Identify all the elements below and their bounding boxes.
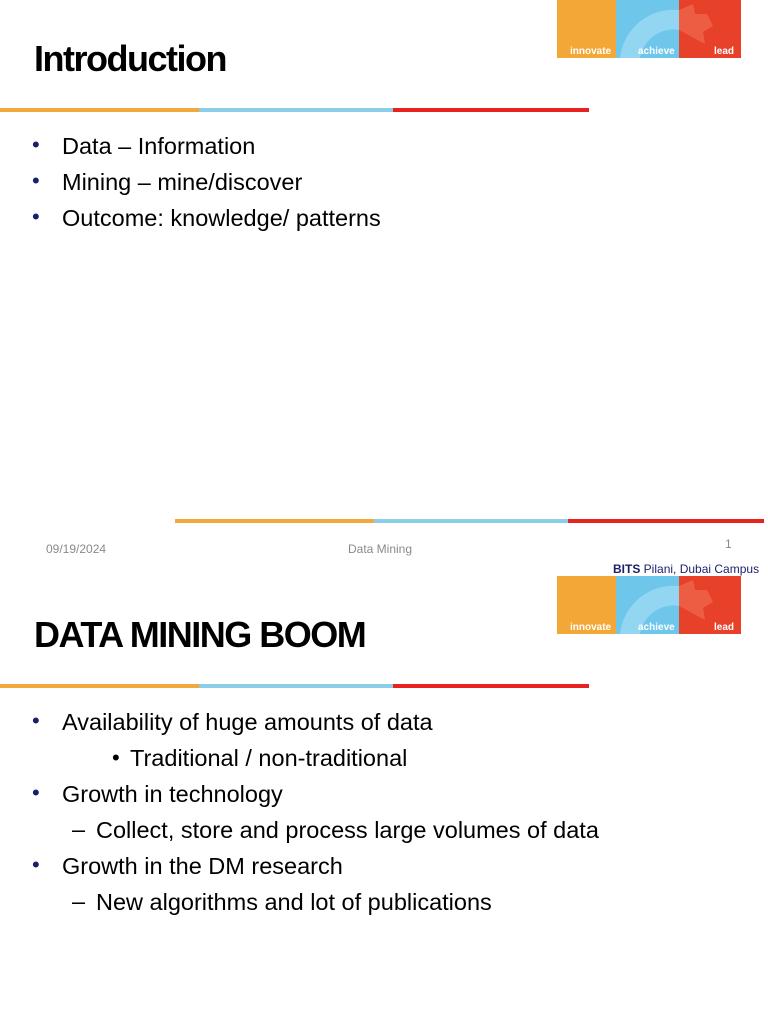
campus-name: Pilani, Dubai Campus xyxy=(640,562,760,576)
logo-block-lead xyxy=(679,0,741,58)
sub-list-item-text: Traditional / non-traditional xyxy=(130,745,408,771)
logo-label-innovate: innovate xyxy=(570,46,612,57)
logo-label-lead: lead xyxy=(713,46,734,57)
logo-block-achieve xyxy=(616,0,679,58)
list-item: • Growth in the DM research xyxy=(32,848,599,884)
slide-title: Introduction xyxy=(34,38,226,79)
campus-bits: BITS xyxy=(613,562,641,576)
list-item: • Growth in technology xyxy=(32,776,599,812)
logo-label-lead: lead xyxy=(713,622,734,633)
logo-block-innovate xyxy=(557,0,616,58)
logo-label-achieve: achieve xyxy=(638,46,675,57)
logo-block-achieve xyxy=(616,576,679,634)
bullet-list xyxy=(32,128,381,236)
slide-data-mining-boom xyxy=(0,576,768,1024)
logo-label-achieve: achieve xyxy=(638,622,675,633)
list-item: • Mining – mine/discover xyxy=(32,164,381,200)
footer-title: Data Mining xyxy=(348,542,413,556)
list-item: • Data – Information xyxy=(32,128,381,164)
logo-block-innovate xyxy=(557,576,616,634)
bullet-list xyxy=(32,704,599,920)
title-underline xyxy=(0,108,589,112)
footer-date: 09/19/2024 xyxy=(46,542,107,556)
list-item: • Availability of huge amounts of data xyxy=(32,704,599,740)
sub-list-item: – New algorithms and lot of publications xyxy=(32,884,599,920)
logo-label-innovate: innovate xyxy=(570,622,612,633)
sub-list-item xyxy=(32,740,599,776)
bits-logo xyxy=(557,0,741,58)
title-underline xyxy=(0,684,589,688)
slide-title: DATA MINING BOOM xyxy=(34,614,366,655)
page-number: 1 xyxy=(725,537,732,551)
list-item: • Outcome: knowledge/ patterns xyxy=(32,200,381,236)
footer-rule xyxy=(175,519,764,523)
logo-block-lead xyxy=(679,576,741,634)
campus-label xyxy=(613,562,759,576)
sub-list-item: – Collect, store and process large volumes of data xyxy=(32,812,599,848)
bits-logo xyxy=(557,576,741,634)
